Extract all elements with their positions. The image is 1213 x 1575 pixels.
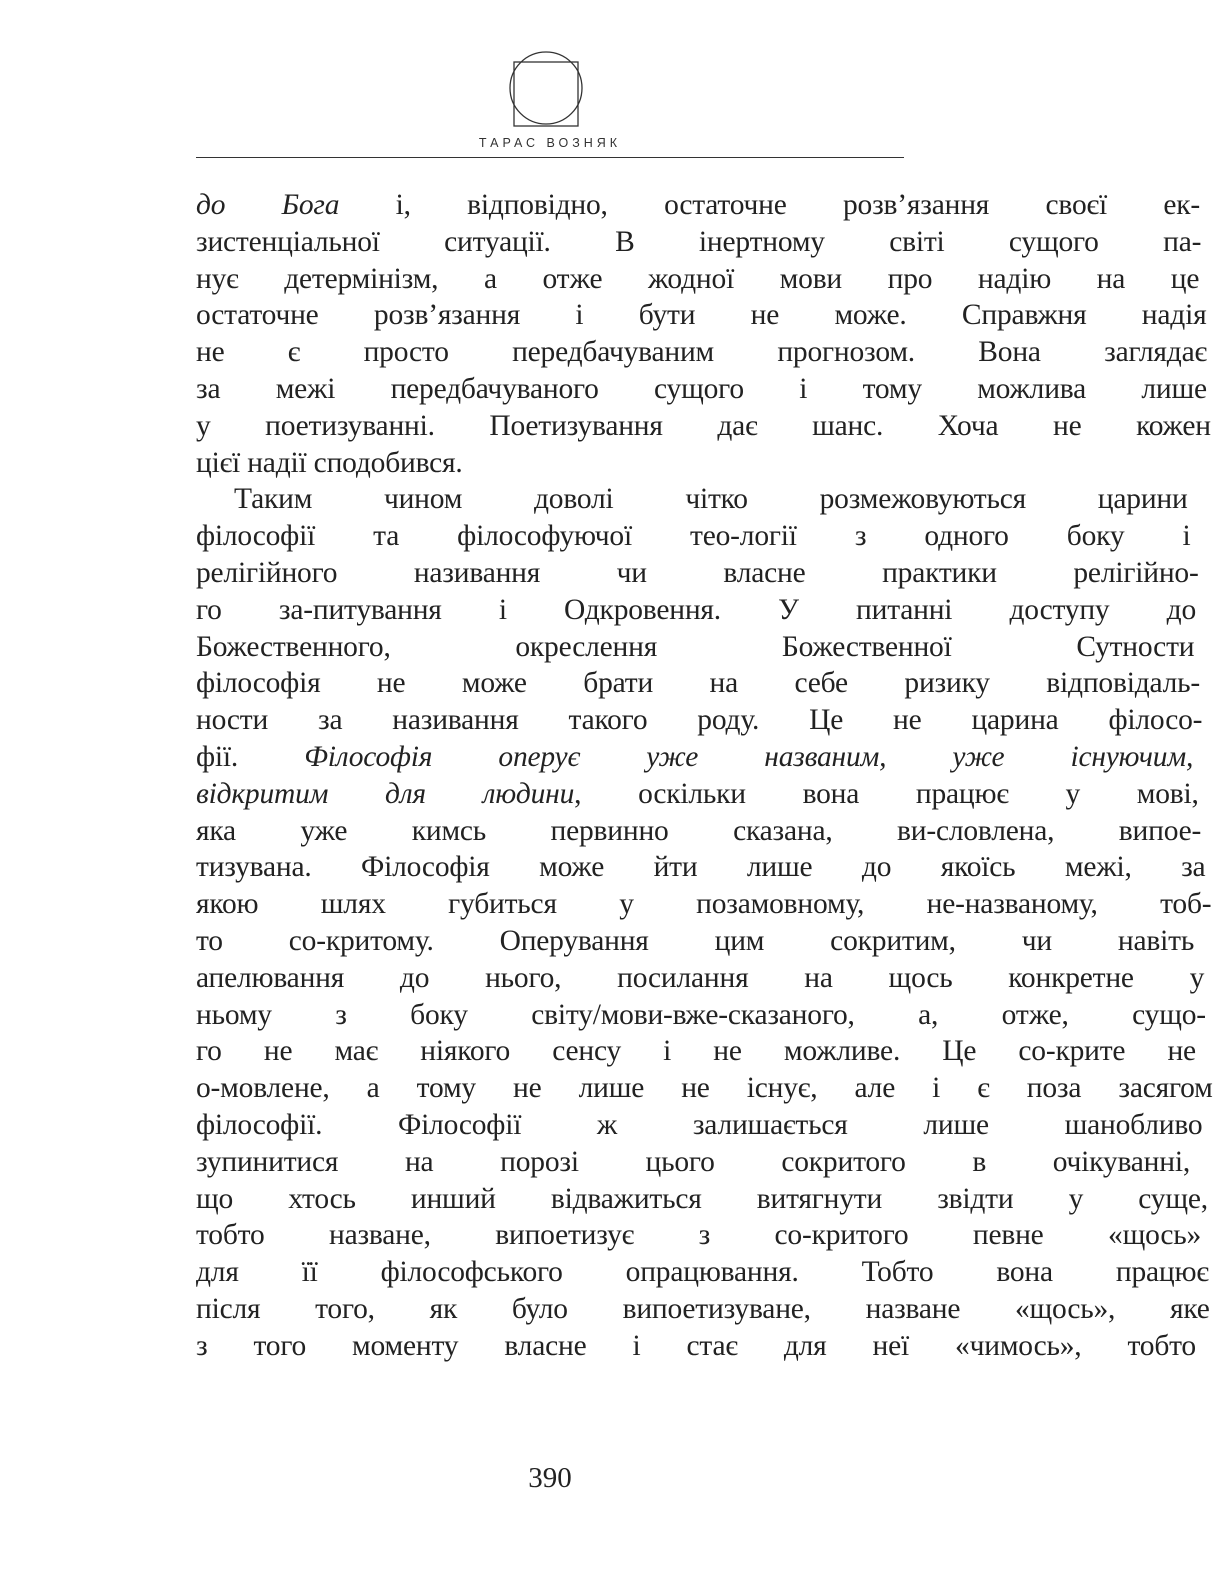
text-line: ньому з боку світу/мови-вже-сказаного, а, отже, сущо- (196, 998, 1206, 1031)
text-line: нує детермінізм, а отже жодної мови про надію на це (196, 262, 1200, 295)
italic-phrase: Філософія оперує уже названим, уже існуючим, (304, 740, 1194, 773)
text-line: яка уже кимсь первинно сказана, ви-словлена, випое- (196, 814, 1202, 847)
text-line: то со-критому. Оперування цим сокритим, чи навіть (196, 924, 1195, 957)
text-line: о-мовлене, а тому не лише не існує, але і є поза засягом (196, 1072, 1213, 1105)
text-line: Божественного, окреслення Божественної Сутности (196, 630, 1195, 663)
text-line: філософія не може брати на себе ризику відповідаль- (196, 667, 1201, 700)
text-line: релігійного називання чи власне практики релігійно- (196, 556, 1199, 589)
text-line: цієї надії сподобився. (196, 446, 463, 479)
text-line: якою шлях губиться у позамовному, не-названому, тоб- (196, 888, 1212, 921)
text-line: до Бога і, відповідно, остаточне розв’язання своєї ек- (196, 189, 1200, 221)
text-line: остаточне розв’язання і бути не може. Справжня надія (196, 299, 1207, 332)
text-line: го за-питування і Одкровення. У питанні доступу до (196, 593, 1197, 626)
text-line: ности за називання такого роду. Це не царина філосо- (196, 704, 1203, 737)
text-line: у поетизуванні. Поетизування дає шанс. Хоча не кожен (196, 409, 1211, 442)
text-line: Таким чином доволі чітко розмежовуються царини (234, 483, 1188, 516)
text-line: за межі передбачуваного сущого і тому можлива лише (196, 372, 1207, 405)
text-line: для її філософського опрацювання. Тобто вона працює (196, 1256, 1209, 1289)
text-line: відкритим для людини, оскільки вона працює у мові, (196, 777, 1199, 810)
paragraph-1 (196, 187, 1211, 481)
paragraph-2 (196, 481, 1213, 1364)
page-number: 390 (528, 1462, 572, 1494)
text-line: тобто назване, випоетизує з со-критого певне «щось» (196, 1219, 1202, 1252)
text-line: не є просто передбачуваним прогнозом. Вона заглядає (196, 336, 1207, 369)
text-line: після того, як було випоетизуване, назване «щось», яке (196, 1292, 1210, 1325)
italic-phrase: до Бога (196, 189, 340, 221)
italic-phrase: відкритим для людини (196, 777, 575, 810)
running-head-author: ТАРАС ВОЗНЯК (478, 136, 622, 150)
text-line: апелювання до нього, посилання на щось конкретне у (196, 961, 1205, 994)
text-line: тизувана. Філософія може йти лише до якоїсь межі, за (196, 851, 1206, 884)
text-line: філософії. Філософії ж залишається лише шанобливо (196, 1108, 1203, 1141)
header-rule (196, 157, 904, 158)
text-line: зупинитися на порозі цього сокритого в очікуванні, (196, 1145, 1191, 1178)
text-line: зистенціальної ситуації. В інертному світі сущого па- (196, 225, 1202, 258)
text-line: філософії та філософуючої тео-логії з одного боку і (196, 520, 1191, 553)
text-line: що хтось инший відважиться витягнути звідти у суще, (196, 1182, 1208, 1215)
text-line: фії. Філософія оперує уже названим, уже існуючим, (196, 740, 1194, 773)
text-line: го не має ніякого сенсу і не можливе. Це со-крите не (196, 1035, 1196, 1068)
text-line: з того моменту власне і стає для неї «чимось», тобто (196, 1329, 1196, 1362)
emblem-icon (508, 44, 584, 132)
body-text (196, 187, 1213, 1365)
